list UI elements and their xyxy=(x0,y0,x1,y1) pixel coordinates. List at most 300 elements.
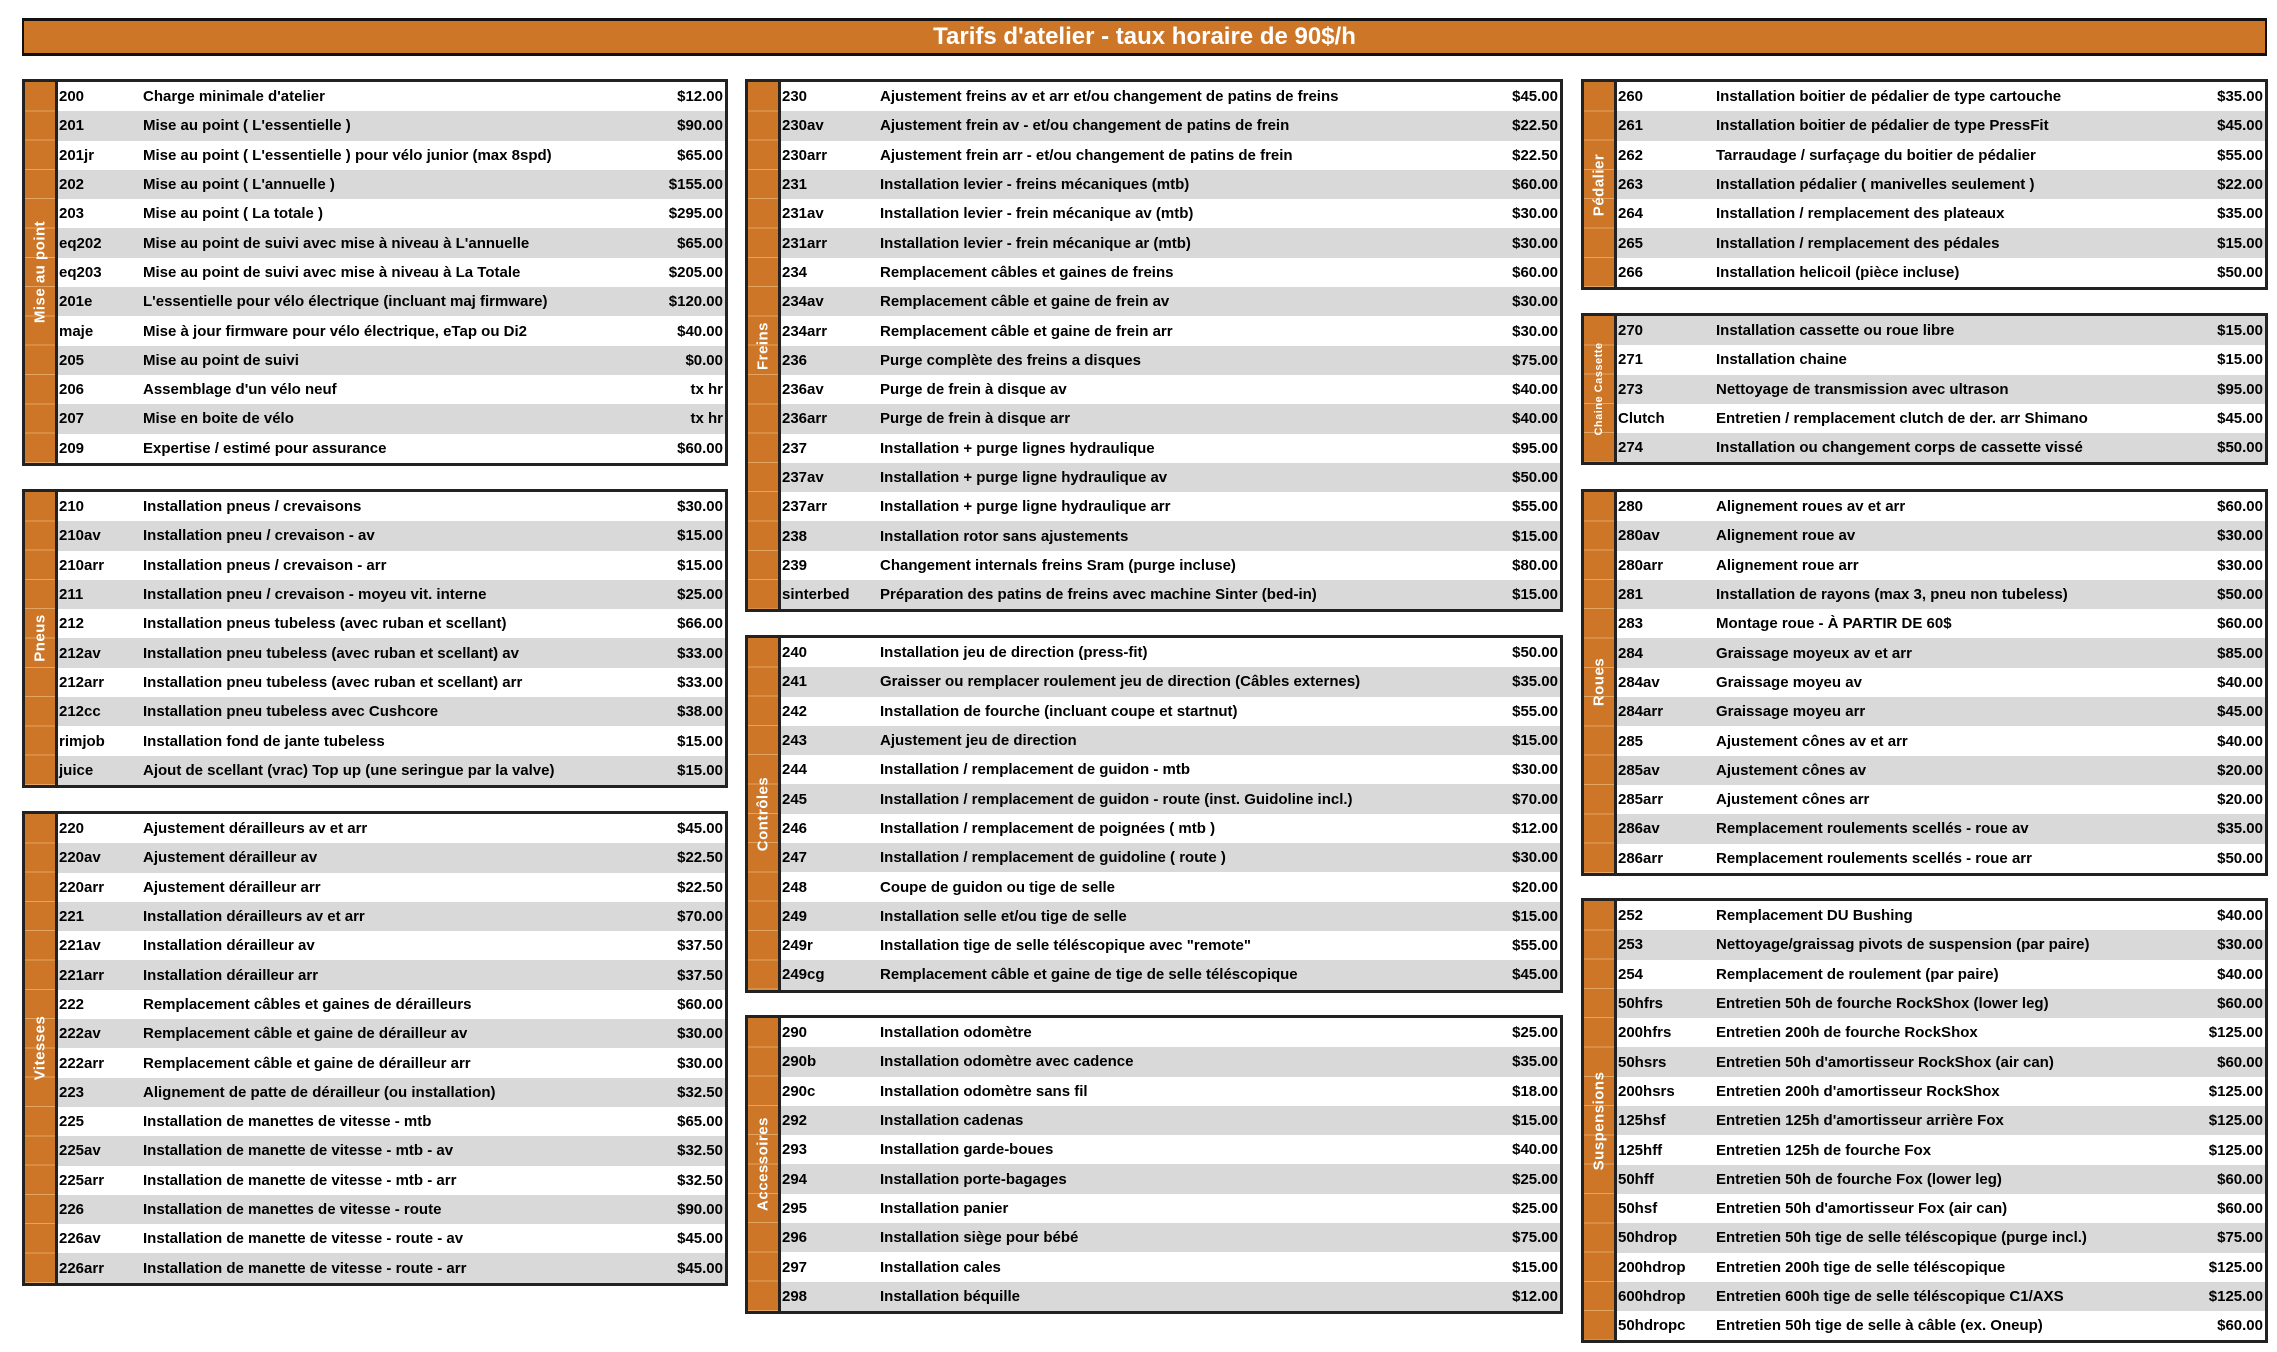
service-description: Mise au point ( La totale ) xyxy=(143,205,324,223)
category-label-cell xyxy=(25,82,58,463)
service-price: $25.00 xyxy=(1512,1024,1558,1042)
service-price: $45.00 xyxy=(1512,966,1558,984)
price-list xyxy=(781,82,1560,609)
service-code: 293 xyxy=(782,1141,808,1159)
section-pneus xyxy=(22,489,728,788)
price-row xyxy=(1617,609,2265,638)
service-description: Installation de rayons (max 3, pneu non tubeless) xyxy=(1716,586,2068,604)
service-description: Installation panier xyxy=(880,1199,1009,1217)
price-row xyxy=(1617,930,2265,959)
price-row xyxy=(781,228,1560,257)
service-price: $70.00 xyxy=(677,908,723,926)
service-description: Installation pneus / crevaisons xyxy=(143,498,362,516)
service-price: $30.00 xyxy=(1512,234,1558,252)
price-row xyxy=(1617,1135,2265,1164)
price-row xyxy=(781,1194,1560,1223)
price-row xyxy=(781,1252,1560,1281)
service-code: eq203 xyxy=(59,263,102,281)
service-price: $40.00 xyxy=(2217,965,2263,983)
price-list xyxy=(58,492,725,785)
service-description: Nettoyage de transmission avec ultrason xyxy=(1716,380,2009,398)
service-description: Ajout de scellant (vrac) Top up (une seringue par la valve) xyxy=(143,761,555,779)
service-price: $20.00 xyxy=(1512,878,1558,896)
service-code: 240 xyxy=(782,644,808,662)
service-code: Clutch xyxy=(1618,410,1665,428)
price-row xyxy=(781,843,1560,872)
service-description: Remplacement câble et gaine de frein arr xyxy=(880,322,1173,340)
service-description: Installation garde-boues xyxy=(880,1141,1054,1159)
service-description: Installation pneu tubeless (avec ruban et scellant) av xyxy=(143,644,519,662)
section-suspensions xyxy=(1581,898,2268,1343)
service-price: tx hr xyxy=(690,381,723,399)
price-row xyxy=(781,346,1560,375)
price-row xyxy=(1617,199,2265,228)
service-price: $45.00 xyxy=(2217,410,2263,428)
service-description: Entretien 50h tige de selle à câble (ex. Oneup) xyxy=(1716,1317,2043,1335)
price-row xyxy=(58,551,725,580)
service-description: Installation pneus tubeless (avec ruban et scellant) xyxy=(143,615,507,633)
category-label: Chaine Cassette xyxy=(1593,342,1605,436)
service-description: Charge minimale d'atelier xyxy=(143,88,325,106)
price-row xyxy=(781,170,1560,199)
service-code: 246 xyxy=(782,819,808,837)
service-code: 220 xyxy=(59,820,85,838)
service-description: Entretien 200h d'amortisseur RockShox xyxy=(1716,1082,2000,1100)
service-price: $33.00 xyxy=(677,644,723,662)
service-code: 234av xyxy=(782,293,824,311)
service-code: 225 xyxy=(59,1113,85,1131)
price-row xyxy=(58,580,725,609)
price-list xyxy=(58,814,725,1283)
service-code: 281 xyxy=(1618,586,1644,604)
service-price: $125.00 xyxy=(2208,1141,2263,1159)
service-price: $60.00 xyxy=(2217,1317,2263,1335)
service-description: Entretien 200h tige de selle téléscopique xyxy=(1716,1258,2006,1276)
price-row xyxy=(781,1164,1560,1193)
price-list xyxy=(1617,82,2265,287)
service-description: Installation de manettes de vitesse - mtb xyxy=(143,1113,432,1131)
service-description: Installation ou changement corps de cassette vissé xyxy=(1716,439,2083,457)
service-description: Installation odomètre sans fil xyxy=(880,1082,1088,1100)
service-code: 231arr xyxy=(782,234,828,252)
service-code: 243 xyxy=(782,732,808,750)
category-label: Pneus xyxy=(31,614,49,663)
service-price: $30.00 xyxy=(1512,293,1558,311)
service-code: 230av xyxy=(782,117,824,135)
service-price: $125.00 xyxy=(2208,1082,2263,1100)
service-description: Installation porte-bagages xyxy=(880,1170,1067,1188)
category-label-cell xyxy=(25,814,58,1283)
service-description: Entretien 50h d'amortisseur Fox (air can) xyxy=(1716,1200,2008,1218)
service-price: tx hr xyxy=(690,410,723,428)
price-row xyxy=(58,492,725,521)
service-description: Installation odomètre avec cadence xyxy=(880,1053,1134,1071)
price-row xyxy=(58,1253,725,1282)
service-price: $15.00 xyxy=(2217,351,2263,369)
service-description: Ajustement dérailleur av xyxy=(143,849,318,867)
service-description: Ajustement frein arr - et/ou changement de patins de frein xyxy=(880,146,1293,164)
service-description: Installation fond de jante tubeless xyxy=(143,732,385,750)
service-price: $125.00 xyxy=(2208,1112,2263,1130)
service-code: 234 xyxy=(782,263,808,281)
price-row xyxy=(1617,756,2265,785)
service-price: $30.00 xyxy=(1512,205,1558,223)
price-row xyxy=(58,873,725,902)
service-description: Installation levier - frein mécanique ar (mtb) xyxy=(880,234,1191,252)
price-row xyxy=(781,551,1560,580)
price-row xyxy=(781,199,1560,228)
service-description: Installation pneu / crevaison - av xyxy=(143,527,375,545)
service-price: $60.00 xyxy=(677,439,723,457)
service-description: Installation de manette de vitesse - route - av xyxy=(143,1230,464,1248)
category-label: Freins xyxy=(754,321,772,370)
service-code: 290 xyxy=(782,1024,808,1042)
service-price: $38.00 xyxy=(677,703,723,721)
service-code: 222 xyxy=(59,995,85,1013)
price-row xyxy=(58,170,725,199)
service-description: Installation levier - freins mécaniques (mtb) xyxy=(880,176,1190,194)
price-row xyxy=(1617,1282,2265,1311)
service-code: 285 xyxy=(1618,732,1644,750)
price-row xyxy=(1617,901,2265,930)
service-code: 237 xyxy=(782,439,808,457)
service-code: 202 xyxy=(59,176,85,194)
service-description: Ajustement dérailleur arr xyxy=(143,878,321,896)
price-row xyxy=(58,82,725,111)
price-row xyxy=(781,287,1560,316)
service-price: $40.00 xyxy=(2217,732,2263,750)
category-label-cell xyxy=(1584,82,1617,287)
service-code: 298 xyxy=(782,1287,808,1305)
price-row xyxy=(1617,726,2265,755)
service-price: $15.00 xyxy=(1512,732,1558,750)
service-description: Installation siège pour bébé xyxy=(880,1229,1079,1247)
category-label: Pédalier xyxy=(1590,153,1608,216)
service-price: $30.00 xyxy=(2217,556,2263,574)
category-label: Suspensions xyxy=(1590,1071,1608,1171)
service-description: Installation / remplacement de guidon - mtb xyxy=(880,761,1191,779)
service-description: Mise au point de suivi avec mise à niveau à L'annuelle xyxy=(143,234,530,252)
service-code: rimjob xyxy=(59,732,105,750)
price-row xyxy=(781,1135,1560,1164)
service-price: $45.00 xyxy=(677,820,723,838)
price-row xyxy=(781,755,1560,784)
service-price: $125.00 xyxy=(2208,1024,2263,1042)
service-description: Remplacement roulements scellés - roue av xyxy=(1716,820,2029,838)
service-price: $40.00 xyxy=(1512,381,1558,399)
price-row xyxy=(781,814,1560,843)
service-price: $35.00 xyxy=(1512,1053,1558,1071)
service-description: Mise au point de suivi avec mise à niveau à La Totale xyxy=(143,263,521,281)
service-price: $70.00 xyxy=(1512,790,1558,808)
service-description: Ajustement freins av et arr et/ou changement de patins de freins xyxy=(880,88,1339,106)
service-description: Entretien 125h d'amortisseur arrière Fox xyxy=(1716,1112,2004,1130)
service-price: $25.00 xyxy=(1512,1199,1558,1217)
service-price: $33.00 xyxy=(677,673,723,691)
price-row xyxy=(1617,111,2265,140)
service-description: Installation béquille xyxy=(880,1287,1021,1305)
price-row xyxy=(781,1077,1560,1106)
service-price: $65.00 xyxy=(677,1113,723,1131)
service-code: 295 xyxy=(782,1199,808,1217)
price-row xyxy=(781,258,1560,287)
price-row xyxy=(1617,228,2265,257)
service-price: $35.00 xyxy=(1512,673,1558,691)
price-row xyxy=(58,1019,725,1048)
service-description: Ajustement cônes arr xyxy=(1716,791,1870,809)
price-row xyxy=(781,1282,1560,1311)
service-price: $22.50 xyxy=(677,878,723,896)
service-price: $75.00 xyxy=(2217,1229,2263,1247)
service-description: Installation boitier de pédalier de type PressFit xyxy=(1716,117,2049,135)
service-price: $295.00 xyxy=(668,205,723,223)
price-list xyxy=(781,1018,1560,1311)
service-description: Purge de frein à disque av xyxy=(880,381,1067,399)
service-price: $12.00 xyxy=(1512,819,1558,837)
service-price: $125.00 xyxy=(2208,1288,2263,1305)
service-price: $50.00 xyxy=(2217,263,2263,281)
service-code: 274 xyxy=(1618,439,1644,457)
category-label-cell xyxy=(748,638,781,990)
service-description: Installation + purge ligne hydraulique av xyxy=(880,469,1168,486)
service-description: Mise à jour firmware pour vélo électrique, eTap ou Di2 xyxy=(143,322,527,340)
service-price: $15.00 xyxy=(1512,907,1558,925)
service-description: Coupe de guidon ou tige de selle xyxy=(880,878,1116,896)
section-chaine-cassette xyxy=(1581,313,2268,465)
service-code: 236arr xyxy=(782,410,828,428)
category-label: Vitesses xyxy=(31,1016,49,1081)
service-code: 225arr xyxy=(59,1171,105,1189)
price-row xyxy=(58,434,725,463)
service-description: Assemblage d'un vélo neuf xyxy=(143,381,337,399)
price-row xyxy=(781,726,1560,755)
service-code: 285av xyxy=(1618,761,1660,779)
service-description: Installation de manette de vitesse - mtb - arr xyxy=(143,1171,457,1189)
service-description: Purge de frein à disque arr xyxy=(880,410,1071,428)
service-price: $45.00 xyxy=(677,1259,723,1277)
service-description: Entretien 600h tige de selle téléscopique C1/AXS xyxy=(1716,1288,2064,1305)
service-price: $22.50 xyxy=(677,849,723,867)
service-price: $45.00 xyxy=(2217,703,2263,721)
price-row xyxy=(1617,580,2265,609)
service-description: Ajustement cônes av et arr xyxy=(1716,732,1908,750)
service-description: Mise en boite de vélo xyxy=(143,410,294,428)
service-description: Préparation des patins de freins avec machine Sinter (bed-in) xyxy=(880,586,1317,604)
service-description: Installation de manette de vitesse - route - arr xyxy=(143,1259,467,1277)
service-price: $32.50 xyxy=(677,1171,723,1189)
service-code: 50hsrs xyxy=(1618,1053,1667,1071)
service-code: 230arr xyxy=(782,146,828,164)
service-price: $15.00 xyxy=(1512,1258,1558,1276)
service-description: Installation rotor sans ajustements xyxy=(880,527,1129,545)
service-price: $95.00 xyxy=(2217,380,2263,398)
service-description: Remplacement câble et gaine de dérailleur arr xyxy=(143,1054,471,1072)
price-row xyxy=(58,756,725,785)
service-code: 296 xyxy=(782,1229,808,1247)
price-row xyxy=(58,199,725,228)
service-price: $37.50 xyxy=(677,937,723,955)
price-row xyxy=(781,141,1560,170)
price-list xyxy=(1617,316,2265,462)
category-label: Mise au point xyxy=(31,221,49,324)
service-price: $12.00 xyxy=(677,88,723,106)
price-row xyxy=(58,1195,725,1224)
service-code: 249 xyxy=(782,907,808,925)
service-code: maje xyxy=(59,322,94,340)
service-description: Alignement roue av xyxy=(1716,527,1856,545)
service-code: 294 xyxy=(782,1170,808,1188)
service-description: Alignement roue arr xyxy=(1716,556,1859,574)
price-row xyxy=(58,404,725,433)
service-price: $15.00 xyxy=(1512,527,1558,545)
price-row xyxy=(1617,141,2265,170)
service-description: Purge complète des freins a disques xyxy=(880,351,1141,369)
price-row xyxy=(58,346,725,375)
service-code: 231av xyxy=(782,205,824,223)
price-row xyxy=(58,609,725,638)
service-code: 248 xyxy=(782,878,808,896)
service-code: 600hdrop xyxy=(1618,1288,1686,1305)
price-row xyxy=(1617,668,2265,697)
service-price: $40.00 xyxy=(1512,1141,1558,1159)
service-description: Entretien 50h d'amortisseur RockShox (air can) xyxy=(1716,1053,2054,1071)
price-row xyxy=(1617,1047,2265,1076)
service-price: $15.00 xyxy=(677,527,723,545)
price-row xyxy=(1617,521,2265,550)
service-price: $0.00 xyxy=(685,351,723,369)
service-code: 237av xyxy=(782,469,824,486)
service-description: Graissage moyeux av et arr xyxy=(1716,644,1912,662)
service-code: 201e xyxy=(59,293,93,311)
service-code: 205 xyxy=(59,351,85,369)
service-description: Entretien 50h de fourche RockShox (lower leg) xyxy=(1716,995,2049,1013)
service-price: $40.00 xyxy=(2217,907,2263,925)
price-row xyxy=(58,141,725,170)
service-code: 284 xyxy=(1618,644,1644,662)
service-price: $60.00 xyxy=(2217,1053,2263,1071)
service-code: 203 xyxy=(59,205,85,223)
service-description: Graissage moyeu av xyxy=(1716,673,1862,691)
service-code: 200hsrs xyxy=(1618,1082,1675,1100)
price-row xyxy=(781,1223,1560,1252)
price-row xyxy=(781,1106,1560,1135)
price-row xyxy=(1617,375,2265,404)
service-price: $15.00 xyxy=(677,761,723,779)
price-row xyxy=(781,580,1560,609)
service-description: Alignement de patte de dérailleur (ou installation) xyxy=(143,1083,496,1101)
service-code: 236av xyxy=(782,381,824,399)
service-code: 220arr xyxy=(59,878,105,896)
service-price: $22.50 xyxy=(1512,117,1558,135)
service-price: $20.00 xyxy=(2217,761,2263,779)
service-code: 222arr xyxy=(59,1054,105,1072)
service-description: Installation de manette de vitesse - mtb - av xyxy=(143,1142,454,1160)
price-row xyxy=(1617,960,2265,989)
price-row xyxy=(781,82,1560,111)
service-code: juice xyxy=(59,761,94,779)
price-row xyxy=(58,843,725,872)
service-code: 212arr xyxy=(59,673,105,691)
service-price: $35.00 xyxy=(2217,88,2263,106)
service-code: sinterbed xyxy=(782,586,850,604)
service-description: Installation cassette ou roue libre xyxy=(1716,322,1955,340)
service-code: 245 xyxy=(782,790,808,808)
service-price: $55.00 xyxy=(1512,937,1558,955)
service-code: 239 xyxy=(782,556,808,574)
service-description: Alignement roues av et arr xyxy=(1716,498,1906,516)
service-description: Installation + purge lignes hydraulique xyxy=(880,439,1155,457)
service-code: 290c xyxy=(782,1082,816,1100)
service-price: $25.00 xyxy=(677,586,723,604)
service-description: Graisser ou remplacer roulement jeu de direction (Câbles externes) xyxy=(880,673,1361,691)
service-code: 262 xyxy=(1618,146,1644,164)
service-price: $50.00 xyxy=(2217,586,2263,604)
service-price: $120.00 xyxy=(668,293,723,311)
service-description: Installation tige de selle téléscopique avec "remote" xyxy=(880,937,1252,955)
service-code: 283 xyxy=(1618,615,1644,633)
service-price: $15.00 xyxy=(2217,234,2263,252)
price-row xyxy=(1617,551,2265,580)
service-price: $155.00 xyxy=(668,176,723,194)
service-description: Entretien / remplacement clutch de der. arr Shimano xyxy=(1716,410,2088,428)
category-label: Roues xyxy=(1590,658,1608,707)
service-description: Installation pneu / crevaison - moyeu vit. interne xyxy=(143,586,487,604)
price-row xyxy=(58,228,725,257)
price-row xyxy=(781,638,1560,667)
price-list xyxy=(1617,901,2265,1340)
price-row xyxy=(1617,1165,2265,1194)
service-description: Installation + purge ligne hydraulique arr xyxy=(880,498,1171,516)
service-description: Entretien 125h de fourche Fox xyxy=(1716,1141,1932,1159)
price-row xyxy=(58,990,725,1019)
price-row xyxy=(781,463,1560,492)
price-list xyxy=(1617,492,2265,873)
service-price: $18.00 xyxy=(1512,1082,1558,1100)
price-row xyxy=(58,521,725,550)
service-price: $75.00 xyxy=(1512,351,1558,369)
price-list xyxy=(58,82,725,463)
category-label: Contrôles xyxy=(754,776,772,852)
service-description: Remplacement de roulement (par paire) xyxy=(1716,965,1999,983)
section-vitesses xyxy=(22,811,728,1286)
price-row xyxy=(58,1048,725,1077)
service-price: $55.00 xyxy=(1512,702,1558,720)
price-row xyxy=(1617,1311,2265,1340)
category-label-cell xyxy=(748,82,781,609)
service-price: $90.00 xyxy=(677,1201,723,1218)
service-price: $30.00 xyxy=(1512,322,1558,340)
service-code: 247 xyxy=(782,849,808,867)
service-description: Mise au point ( L'essentielle ) xyxy=(143,117,351,135)
service-price: $50.00 xyxy=(2217,849,2263,867)
service-code: 50hdropc xyxy=(1618,1317,1686,1335)
service-code: 221av xyxy=(59,937,101,955)
price-row xyxy=(58,111,725,140)
price-row xyxy=(1617,258,2265,287)
service-price: $60.00 xyxy=(2217,1200,2263,1218)
service-code: 201 xyxy=(59,117,85,135)
service-price: $45.00 xyxy=(677,1230,723,1248)
service-code: 50hfrs xyxy=(1618,995,1664,1013)
service-price: $15.00 xyxy=(2217,322,2263,340)
service-code: 236 xyxy=(782,351,808,369)
service-code: eq202 xyxy=(59,234,102,252)
service-description: Mise au point de suivi xyxy=(143,351,299,369)
service-description: Remplacement câbles et gaines de dérailleurs xyxy=(143,995,472,1013)
service-description: Entretien 200h de fourche RockShox xyxy=(1716,1024,1978,1042)
service-description: Remplacement câbles et gaines de freins xyxy=(880,263,1174,281)
service-code: 50hff xyxy=(1618,1170,1654,1188)
